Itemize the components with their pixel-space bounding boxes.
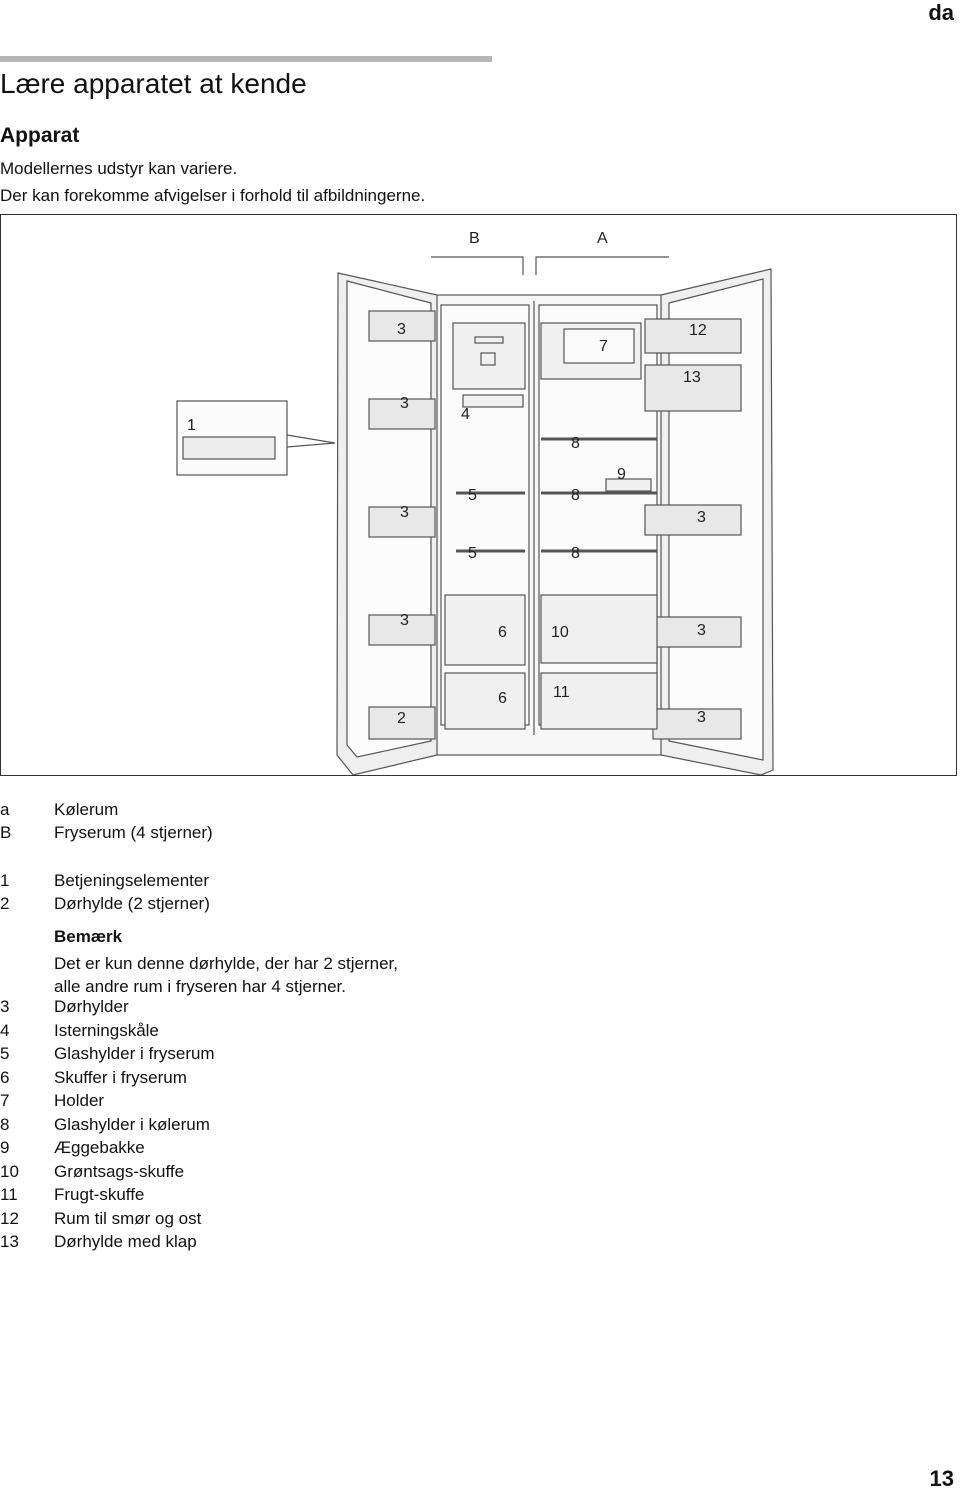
legend-key: 5 <box>0 1044 10 1063</box>
callout-3: 3 <box>697 709 706 726</box>
legend-text: Grøntsags-skuffe <box>54 1161 185 1181</box>
note-line: Det er kun denne dørhylde, der har 2 stjerner, <box>54 954 398 973</box>
callout-3: 3 <box>697 622 706 639</box>
intro-line: Der kan forekomme afvigelser i forhold til afbildningerne. <box>0 186 426 205</box>
callout-10: 10 <box>551 624 569 641</box>
callout-13: 13 <box>683 369 701 386</box>
legend-text: Glashylder i fryserum <box>54 1044 215 1063</box>
intro-line: Modellernes udstyr kan variere. <box>0 159 238 178</box>
legend-key: 13 <box>0 1232 19 1251</box>
callout-3: 3 <box>400 612 409 629</box>
callout-6: 6 <box>498 624 507 641</box>
freezer-drawer <box>445 673 525 729</box>
leader-line-a <box>536 257 669 275</box>
legend-text: Fryserum (4 stjerner) <box>54 823 213 842</box>
header-rule <box>0 56 492 62</box>
legend-text: Kølerum <box>54 800 119 819</box>
legend-key: 9 <box>0 1138 10 1157</box>
page-title: Lære apparatet at kende <box>0 68 307 99</box>
top-label-a: A <box>597 230 608 247</box>
callout-1: 1 <box>187 417 196 434</box>
control-panel-leader <box>287 435 335 447</box>
legend-text: Æggebakke <box>54 1138 145 1157</box>
section-heading: Apparat <box>0 124 80 147</box>
callout-11: 11 <box>553 684 570 701</box>
callout-7: 7 <box>599 338 608 355</box>
egg-tray <box>606 479 651 491</box>
callout-8: 8 <box>571 487 580 504</box>
note-body <box>54 952 514 998</box>
control-panel <box>183 437 275 459</box>
legend-key: 7 <box>0 1091 10 1110</box>
leader-line-b <box>431 257 523 275</box>
legend-text: Holder <box>54 1091 105 1110</box>
legend-text: Betjeningselementer <box>54 871 209 890</box>
legend-key: 11 <box>0 1185 18 1204</box>
legend-key: a <box>0 800 10 819</box>
callout-3: 3 <box>400 395 409 412</box>
ice-tray <box>463 395 523 407</box>
page-number: 13 <box>929 1466 954 1491</box>
legend-text: Isterningskåle <box>54 1020 159 1040</box>
callout-5: 5 <box>468 487 477 504</box>
callout-12: 12 <box>689 322 707 339</box>
ice-maker <box>453 323 525 389</box>
fruit-drawer <box>541 673 657 729</box>
legend-key: 8 <box>0 1114 10 1134</box>
legend-key: 6 <box>0 1067 10 1087</box>
legend-key: 4 <box>0 1020 10 1040</box>
callout-3: 3 <box>697 509 706 526</box>
legend-text: Frugt-skuffe <box>54 1185 145 1204</box>
note-line: alle andre rum i fryseren har 4 stjerner. <box>54 977 346 996</box>
legend-key: 2 <box>0 894 10 913</box>
callout-3: 3 <box>400 504 409 521</box>
callout-2: 2 <box>397 710 406 727</box>
callout-4: 4 <box>461 406 470 423</box>
callout-9: 9 <box>617 466 626 483</box>
appliance-figure <box>0 214 957 776</box>
legend-text: Dørhylde (2 stjerner) <box>54 894 210 913</box>
fridge-illustration <box>1 215 956 775</box>
legend-text: Rum til smør og ost <box>54 1208 202 1228</box>
legend-text: Dørhylder <box>54 997 129 1016</box>
door-shelf <box>645 505 741 535</box>
legend-key: 3 <box>0 997 10 1016</box>
callout-3: 3 <box>397 321 406 338</box>
callout-8: 8 <box>571 435 580 452</box>
top-label-b: B <box>469 230 480 247</box>
language-tag: da <box>928 0 954 25</box>
intro-text <box>0 155 425 209</box>
freezer-drawer <box>445 595 525 665</box>
legend-key: 1 <box>0 871 10 890</box>
callout-6: 6 <box>498 690 507 707</box>
legend-key: 10 <box>0 1161 19 1181</box>
callout-5: 5 <box>468 545 477 562</box>
legend-text: Skuffer i fryserum <box>54 1067 187 1087</box>
legend-text: Dørhylde med klap <box>54 1232 197 1251</box>
callout-8: 8 <box>571 545 580 562</box>
legend-key: 12 <box>0 1208 19 1228</box>
note-title: Bemærk <box>54 927 123 946</box>
legend-key: B <box>0 823 12 842</box>
legend-text: Glashylder i kølerum <box>54 1114 210 1134</box>
